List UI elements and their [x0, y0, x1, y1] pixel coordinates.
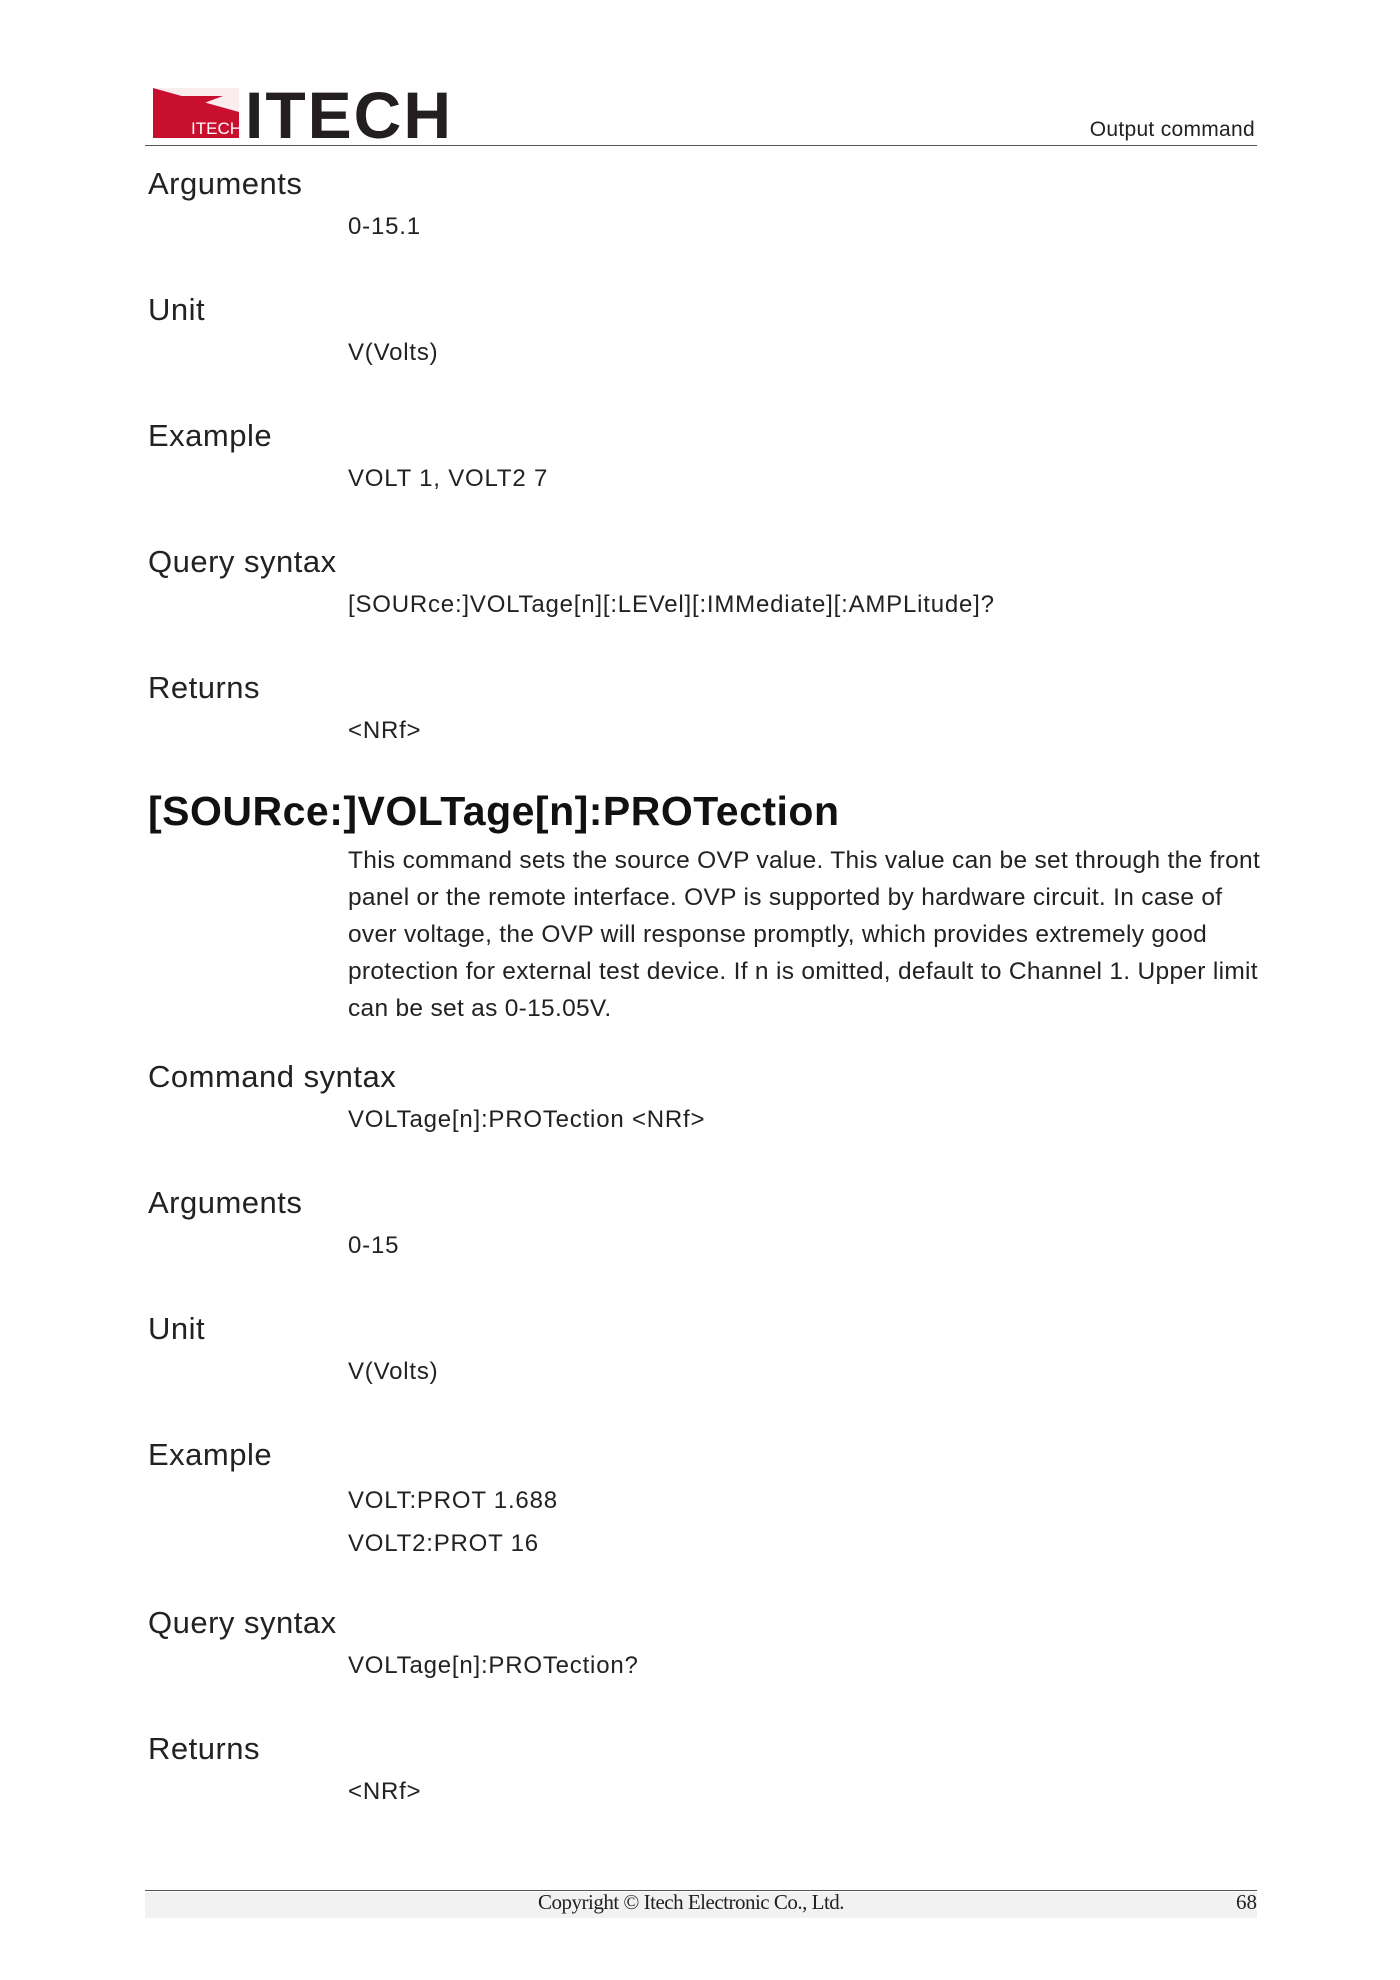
- header-section-title: Output command: [1089, 118, 1255, 141]
- unit-value: V(Volts): [348, 339, 439, 366]
- protection-query-label: Query syntax: [148, 1605, 337, 1640]
- arguments-section: [148, 160, 1258, 242]
- protection-returns-section: [148, 1725, 1258, 1807]
- protection-example-line-2: VOLT2:PROT 16: [348, 1530, 539, 1557]
- returns-label: Returns: [148, 670, 261, 705]
- protection-returns-value: <NRf>: [348, 1778, 422, 1805]
- returns-section: [148, 664, 1258, 746]
- protection-query-section: [148, 1599, 1258, 1681]
- protection-unit-value: V(Volts): [348, 1358, 439, 1385]
- protection-example-line-1: VOLT:PROT 1.688: [348, 1487, 558, 1514]
- protection-arguments-value: 0-15: [348, 1232, 400, 1259]
- arguments-label: Arguments: [148, 166, 303, 201]
- query-syntax-value: [SOURce:]VOLTage[n][:LEVel][:IMMediate][:AMPLitude]?: [348, 591, 995, 618]
- command-title: [SOURce:]VOLTage[n]:PROTection: [148, 788, 840, 834]
- query-syntax-section: [148, 538, 1258, 620]
- command-description: This command sets the source OVP value. This value can be set through the front panel or the remote interface. OVP is supported by hardware circuit. In case of over voltage, the OVP will response promptly, which provides extremely good protection for external test device. If n is omitted, default to Channel 1. Upper limit can be set as 0-15.05V.: [348, 847, 1261, 1022]
- protection-example-section: [148, 1431, 1258, 1565]
- protection-unit-label: Unit: [148, 1311, 206, 1346]
- page-number: 68: [1236, 1890, 1257, 1914]
- example-value: VOLT 1, VOLT2 7: [348, 465, 549, 492]
- protection-example-label: Example: [148, 1437, 273, 1472]
- protection-arguments-section: [148, 1179, 1258, 1261]
- command-syntax-section: [148, 1053, 1258, 1135]
- arguments-value: 0-15.1: [348, 213, 421, 240]
- logo-badge-text: ITECH: [191, 119, 242, 138]
- protection-unit-section: [148, 1305, 1258, 1387]
- itech-logo: [153, 82, 465, 144]
- page-header: [145, 78, 1255, 146]
- protection-query-value: VOLTage[n]:PROTection?: [348, 1652, 639, 1679]
- protection-returns-label: Returns: [148, 1731, 261, 1766]
- unit-section: [148, 286, 1258, 368]
- example-label: Example: [148, 418, 273, 453]
- header-divider: [145, 145, 1257, 146]
- page-content: [148, 160, 1261, 1851]
- command-syntax-value: VOLTage[n]:PROTection <NRf>: [348, 1106, 706, 1133]
- footer-copyright: Copyright © Itech Electronic Co., Ltd.: [538, 1890, 845, 1914]
- example-section: [148, 412, 1258, 494]
- unit-label: Unit: [148, 292, 206, 327]
- logo-wordmark: ITECH: [245, 82, 453, 144]
- command-syntax-label: Command syntax: [148, 1059, 397, 1094]
- query-syntax-label: Query syntax: [148, 544, 337, 579]
- returns-value: <NRf>: [348, 717, 422, 744]
- protection-arguments-label: Arguments: [148, 1185, 303, 1220]
